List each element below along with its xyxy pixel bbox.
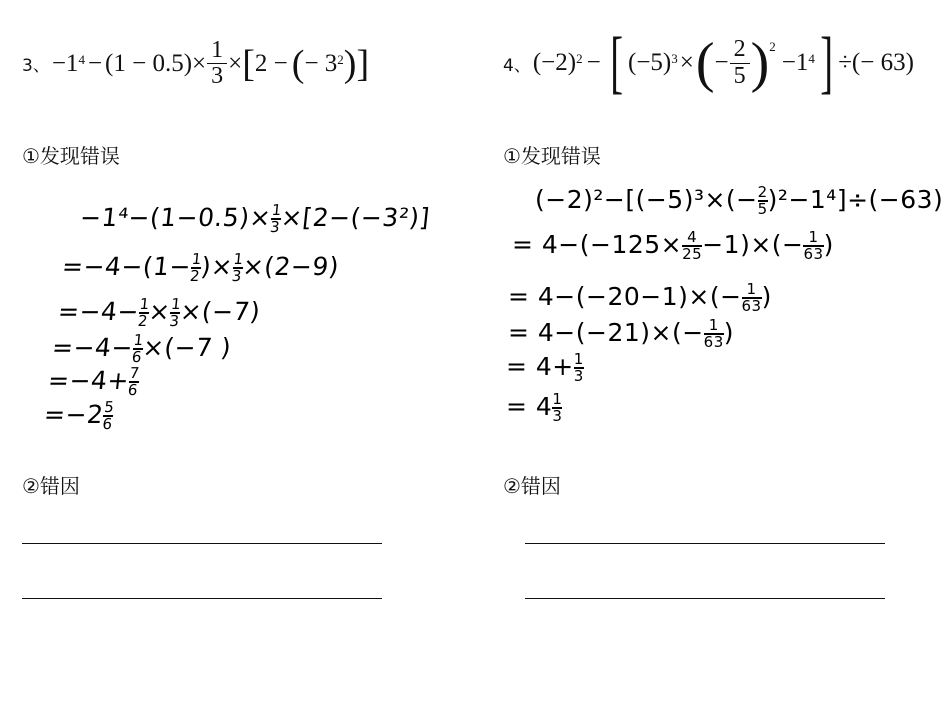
- error-cause-label-left: ②错因: [22, 474, 80, 498]
- hw-fraction: $\frac{1}{3}$: [168, 295, 183, 330]
- handwritten-line: [508, 282, 772, 314]
- hw-fraction: $\frac{7}{6}$: [126, 364, 141, 399]
- answer-blank-right-1[interactable]: [525, 543, 885, 544]
- fraction: [732, 37, 748, 88]
- hw-text: ): [761, 282, 772, 311]
- hw-fraction: $\frac{4}{25}$: [682, 228, 703, 263]
- operator: ×: [679, 49, 694, 76]
- denominator: 3: [211, 63, 224, 90]
- hw-text: =−4−(1−: [60, 252, 193, 281]
- exponent: 2: [337, 51, 344, 67]
- problem-number: 3、: [22, 56, 50, 77]
- hw-text: = 4−(−20−1)×(−: [508, 282, 742, 311]
- hw-fraction: $\frac{1}{6}$: [130, 331, 145, 366]
- hw-fraction: $\frac{1}{3}$: [269, 201, 283, 236]
- hw-text: −1)×(−: [702, 230, 804, 259]
- term: (−5): [628, 49, 672, 76]
- exponent: 2: [576, 51, 583, 66]
- problem-3-expression: [22, 38, 369, 89]
- paren-close: ): [343, 42, 357, 85]
- paren-open: (: [695, 32, 715, 94]
- exponent: 4: [808, 51, 815, 66]
- hw-text: = 4−(−125×: [512, 230, 683, 259]
- bracket-close: ]: [820, 24, 833, 101]
- hw-fraction: $\frac{1}{63}$: [741, 280, 762, 315]
- hw-text: ×(−7 ): [141, 333, 233, 362]
- error-cause-label-right: ②错因: [503, 474, 561, 498]
- denominator: 5: [733, 62, 746, 89]
- find-error-label-right: ①发现错误: [503, 144, 601, 168]
- handwritten-line: [42, 400, 115, 432]
- bracket-close: ]: [356, 42, 370, 85]
- answer-blank-left-1[interactable]: [22, 543, 382, 544]
- bracket-open: [: [242, 42, 255, 85]
- hw-fraction: $\frac{1}{3}$: [573, 350, 584, 385]
- fraction: [209, 38, 225, 89]
- hw-fraction: $\frac{2}{5}$: [757, 183, 768, 218]
- term: (1 − 0.5)×: [105, 49, 207, 77]
- hw-text: = 4: [506, 392, 553, 421]
- hw-text: ×: [147, 297, 172, 326]
- exponent: 4: [78, 51, 85, 67]
- hw-fraction: $\frac{1}{2}$: [136, 295, 151, 330]
- numerator: 1: [211, 37, 224, 63]
- numerator: 2: [733, 36, 746, 63]
- problem-4-expression: [503, 24, 914, 101]
- bracket-open: [: [609, 24, 623, 101]
- handwritten-line: [50, 333, 232, 365]
- hw-text: =−4+: [46, 366, 131, 395]
- hw-text: −1⁴−(1−0.5)×: [78, 203, 273, 232]
- handwritten-line: [60, 252, 340, 284]
- problem-number: 4、: [503, 55, 531, 76]
- hw-text: (−2)²−[(−5)³×(−: [535, 185, 758, 214]
- hw-text: ×(2−9): [241, 252, 341, 281]
- hw-text: ): [823, 230, 834, 259]
- find-error-label-left: ①发现错误: [22, 144, 120, 168]
- handwritten-line: [508, 318, 734, 350]
- hw-text: ×[2−(−3²)]: [279, 203, 432, 232]
- hw-fraction: $\frac{1}{3}$: [552, 390, 563, 425]
- exponent: 3: [671, 51, 678, 66]
- hw-fraction: $\frac{1}{2}$: [189, 250, 203, 285]
- hw-fraction: $\frac{5}{6}$: [101, 398, 116, 433]
- handwritten-line: [56, 297, 261, 329]
- handwritten-line: [78, 203, 431, 235]
- hw-text: = 4−(−21)×(−: [508, 318, 704, 347]
- term: 2 −: [254, 49, 288, 77]
- hw-text: =−4−: [56, 297, 141, 326]
- hw-fraction: $\frac{1}{63}$: [803, 228, 824, 263]
- answer-blank-right-2[interactable]: [525, 598, 885, 599]
- term: ÷(− 63): [838, 49, 914, 76]
- operator: ×: [228, 49, 243, 77]
- hw-text: ×(−7): [178, 297, 262, 326]
- term: −1: [781, 49, 809, 76]
- hw-text: )²−1⁴]÷(−63): [767, 185, 944, 214]
- handwritten-line: [506, 352, 584, 384]
- term: −1: [51, 49, 79, 77]
- paren-open: (: [291, 42, 305, 85]
- operator: −: [87, 49, 103, 77]
- term: (−2): [532, 49, 577, 76]
- exponent: 2: [769, 39, 776, 54]
- handwritten-line: [506, 392, 562, 424]
- term: − 3: [304, 49, 338, 77]
- hw-text: ): [723, 318, 735, 347]
- hw-fraction: $\frac{1}{63}$: [703, 316, 724, 351]
- handwritten-line: [46, 366, 140, 398]
- operator: −: [586, 49, 601, 76]
- hw-text: )×: [199, 252, 235, 281]
- operator: −: [714, 49, 729, 76]
- handwritten-line: [535, 185, 943, 217]
- handwritten-line: [512, 230, 834, 262]
- hw-text: =−4−: [50, 333, 135, 362]
- hw-fraction: $\frac{1}{3}$: [230, 250, 245, 285]
- paren-close: ): [750, 32, 770, 94]
- answer-blank-left-2[interactable]: [22, 598, 382, 599]
- hw-text: = 4+: [506, 352, 574, 381]
- hw-text: =−2: [42, 400, 105, 429]
